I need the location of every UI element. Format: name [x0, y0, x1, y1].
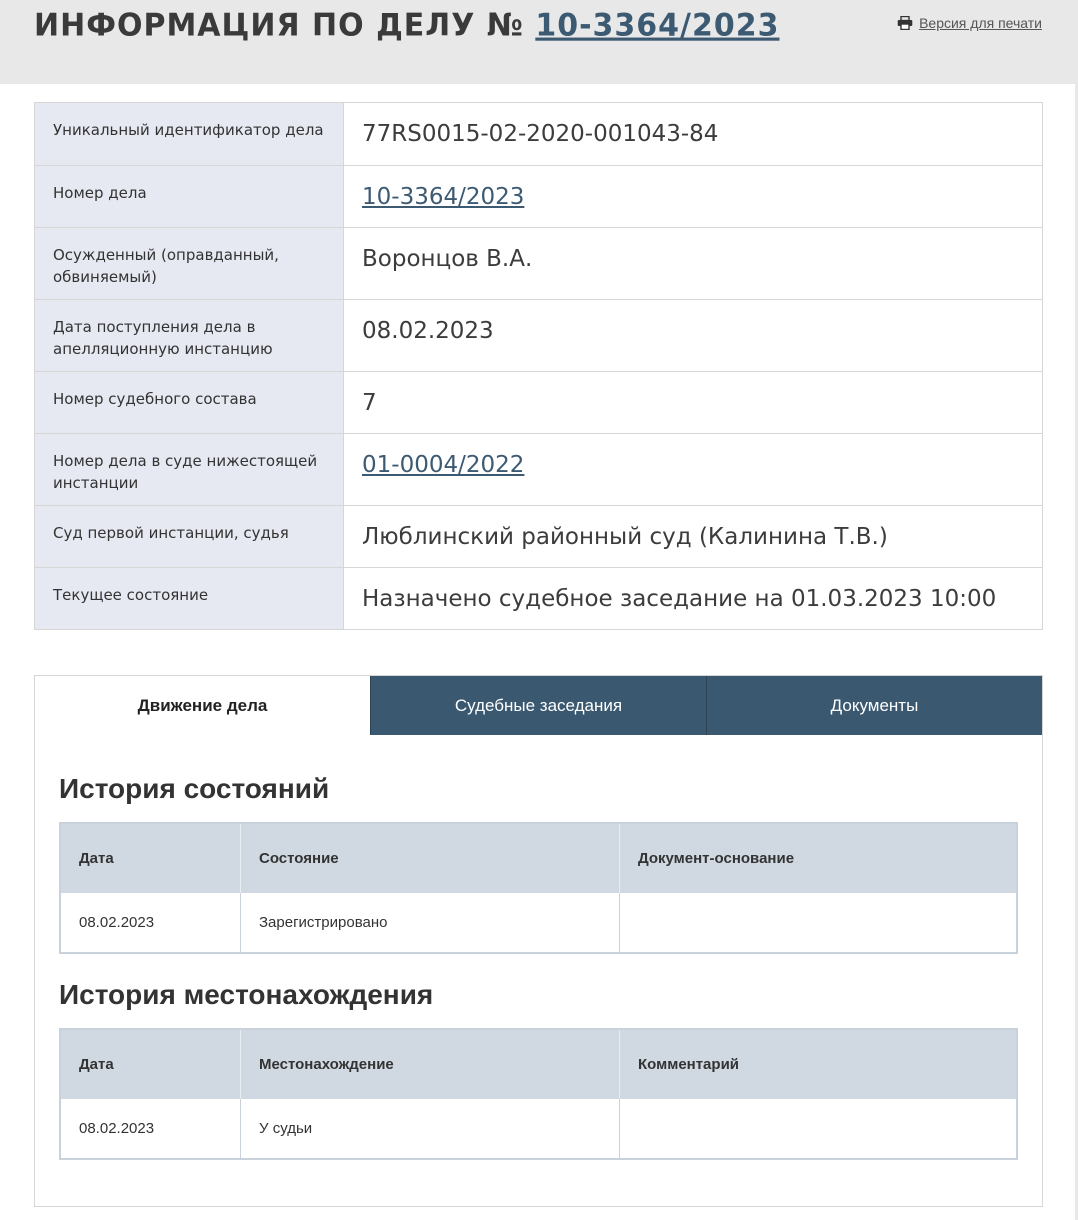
page-title	[34, 3, 779, 49]
table-cell	[619, 1099, 1016, 1158]
info-label: Текущее состояние	[35, 568, 343, 629]
state-history-table	[59, 822, 1018, 954]
info-label: Осужденный (оправданный, обвиняемый)	[35, 228, 343, 299]
lower-court-case-link[interactable]: 01-0004/2022	[362, 452, 525, 478]
tab-case-movement[interactable]: Движение дела	[35, 676, 370, 735]
table-cell: 08.02.2023	[79, 1120, 155, 1137]
column-header: Комментарий	[619, 1030, 1016, 1099]
info-label: Номер судебного состава	[35, 372, 343, 433]
table-cell: У судьи	[240, 1099, 619, 1158]
tab-court-hearings[interactable]: Судебные заседания	[370, 676, 706, 735]
printer-icon	[897, 16, 913, 30]
info-value: Воронцов В.А.	[343, 228, 1042, 299]
column-header: Дата	[79, 850, 114, 867]
tab-documents[interactable]: Документы	[706, 676, 1042, 735]
info-label: Номер дела в суде нижестоящей инстанции	[35, 434, 343, 505]
state-history-title: История состояний	[59, 773, 330, 804]
info-row-panel-number	[35, 371, 1042, 433]
info-value	[343, 434, 1042, 505]
info-label: Номер дела	[35, 166, 343, 227]
info-row-uid	[35, 103, 1042, 165]
info-row-defendant	[35, 227, 1042, 299]
info-value: Люблинский районный суд (Калинина Т.В.)	[343, 506, 1042, 567]
info-value: 08.02.2023	[343, 300, 1042, 371]
table-header-row	[61, 1030, 1016, 1099]
info-label: Уникальный идентификатор дела	[35, 103, 343, 165]
info-value	[343, 166, 1042, 227]
column-header: Состояние	[240, 824, 619, 893]
info-row-current-state	[35, 567, 1042, 629]
print-version-label: Версия для печати	[919, 15, 1042, 31]
info-value: 7	[343, 372, 1042, 433]
table-row	[61, 893, 1016, 952]
info-value: Назначено судебное заседание на 01.03.2023 10:00	[343, 568, 1042, 629]
table-header-row	[61, 824, 1016, 893]
table-cell: 08.02.2023	[79, 914, 155, 931]
print-version-link[interactable]	[897, 13, 1042, 33]
tabs-panel	[34, 675, 1043, 1207]
info-row-first-instance	[35, 505, 1042, 567]
table-cell	[619, 893, 1016, 952]
case-number-value-link[interactable]: 10-3364/2023	[362, 184, 525, 210]
info-row-case-number	[35, 165, 1042, 227]
location-history-table	[59, 1028, 1018, 1160]
table-cell: Зарегистрировано	[240, 893, 619, 952]
case-info-table	[34, 102, 1043, 630]
info-label: Дата поступления дела в апелляционную инстанцию	[35, 300, 343, 371]
column-header: Документ-основание	[619, 824, 1016, 893]
location-history-title: История местонахождения	[59, 979, 434, 1010]
page-title-prefix: ИНФОРМАЦИЯ ПО ДЕЛУ №	[34, 7, 524, 44]
info-row-received-date	[35, 299, 1042, 371]
info-value: 77RS0015-02-2020-001043-84	[343, 103, 1042, 165]
column-header: Дата	[79, 1056, 114, 1073]
info-label: Суд первой инстанции, судья	[35, 506, 343, 567]
tab-bar	[35, 676, 1042, 735]
info-row-lower-court-case	[35, 433, 1042, 505]
table-row	[61, 1099, 1016, 1158]
column-header: Местонахождение	[240, 1030, 619, 1099]
case-number-link[interactable]: 10-3364/2023	[535, 7, 780, 44]
